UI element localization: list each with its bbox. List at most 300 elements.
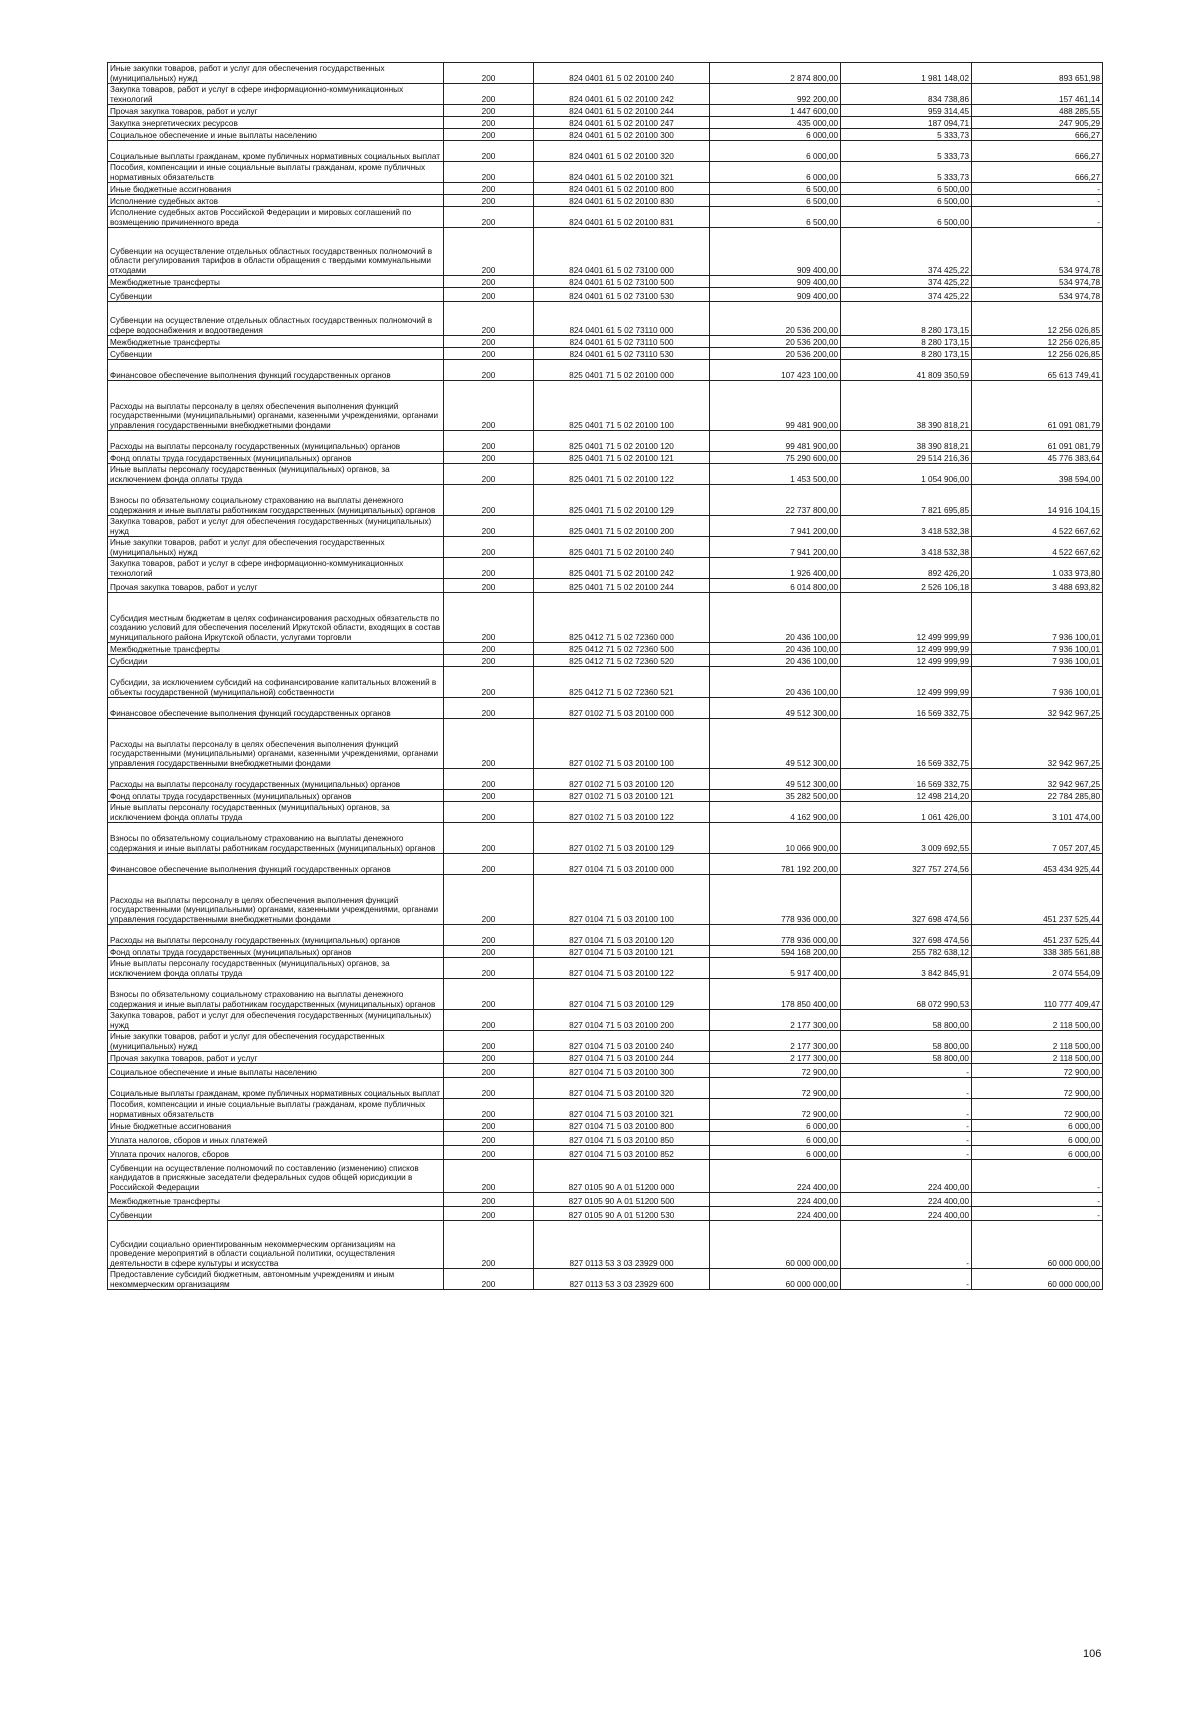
expense-name-cell: Иные бюджетные ассигнования: [108, 1120, 444, 1132]
line-code-cell: 200: [444, 141, 534, 162]
executed-amount-cell: -: [841, 1078, 972, 1099]
budget-classification-code-cell: 827 0104 71 5 03 20100 300: [534, 1064, 710, 1078]
executed-amount-cell: -: [841, 1221, 972, 1269]
budget-classification-code-cell: 827 0104 71 5 03 20100 000: [534, 854, 710, 875]
approved-amount-cell: 35 282 500,00: [710, 790, 841, 802]
line-code-cell: 200: [444, 1193, 534, 1207]
executed-amount-cell: 1 061 426,00: [841, 802, 972, 823]
approved-amount-cell: 6 000,00: [710, 162, 841, 183]
unexecuted-amount-cell: 6 000,00: [972, 1146, 1103, 1160]
line-code-cell: 200: [444, 1269, 534, 1290]
budget-classification-code-cell: 827 0105 90 А 01 51200 000: [534, 1160, 710, 1193]
budget-classification-code-cell: 824 0401 61 5 02 73110 530: [534, 348, 710, 360]
line-code-cell: 200: [444, 698, 534, 719]
table-row: [108, 485, 1103, 516]
unexecuted-amount-cell: 451 237 525,44: [972, 925, 1103, 946]
executed-amount-cell: 6 500,00: [841, 183, 972, 195]
approved-amount-cell: 7 941 200,00: [710, 516, 841, 537]
table-row: [108, 207, 1103, 228]
executed-amount-cell: -: [841, 1146, 972, 1160]
expense-name-cell: Межбюджетные трансферты: [108, 1193, 444, 1207]
table-row: [108, 698, 1103, 719]
approved-amount-cell: 20 436 100,00: [710, 655, 841, 667]
budget-classification-code-cell: 824 0401 61 5 02 20100 300: [534, 129, 710, 141]
line-code-cell: 200: [444, 516, 534, 537]
unexecuted-amount-cell: 3 101 474,00: [972, 802, 1103, 823]
budget-classification-code-cell: 824 0401 61 5 02 20100 830: [534, 195, 710, 207]
table-row: [108, 105, 1103, 117]
executed-amount-cell: 8 280 173,15: [841, 336, 972, 348]
expense-name-cell: Межбюджетные трансферты: [108, 276, 444, 288]
expense-name-cell: Расходы на выплаты персоналу в целях обеспечения выполнения функций государственными (муниципальными) органами, казенными учреждениями, органами управления государственными внебюджетными фондами: [108, 719, 444, 769]
approved-amount-cell: 6 000,00: [710, 1120, 841, 1132]
line-code-cell: 200: [444, 1099, 534, 1120]
line-code-cell: 200: [444, 558, 534, 579]
expense-name-cell: Исполнение судебных актов: [108, 195, 444, 207]
budget-classification-code-cell: 827 0104 71 5 03 20100 121: [534, 946, 710, 958]
line-code-cell: 200: [444, 117, 534, 129]
unexecuted-amount-cell: 1 033 973,80: [972, 558, 1103, 579]
unexecuted-amount-cell: 157 461,14: [972, 84, 1103, 105]
unexecuted-amount-cell: -: [972, 1160, 1103, 1193]
table-row: [108, 117, 1103, 129]
line-code-cell: 200: [444, 195, 534, 207]
approved-amount-cell: 224 400,00: [710, 1160, 841, 1193]
table-row: [108, 129, 1103, 141]
line-code-cell: 200: [444, 1207, 534, 1221]
budget-classification-code-cell: 824 0401 61 5 02 20100 320: [534, 141, 710, 162]
unexecuted-amount-cell: -: [972, 195, 1103, 207]
table-body: [108, 63, 1103, 1290]
executed-amount-cell: 12 499 999,99: [841, 593, 972, 643]
page-number: 106: [1083, 1648, 1102, 1660]
line-code-cell: 200: [444, 1010, 534, 1031]
unexecuted-amount-cell: 247 905,29: [972, 117, 1103, 129]
expense-name-cell: Социальное обеспечение и иные выплаты населению: [108, 129, 444, 141]
budget-classification-code-cell: 827 0102 71 5 03 20100 129: [534, 823, 710, 854]
unexecuted-amount-cell: 7 936 100,01: [972, 593, 1103, 643]
budget-classification-code-cell: 825 0401 71 5 02 20100 121: [534, 452, 710, 464]
executed-amount-cell: 68 072 990,53: [841, 979, 972, 1010]
expense-name-cell: Иные закупки товаров, работ и услуг для обеспечения государственных (муниципальных) нужд: [108, 63, 444, 84]
approved-amount-cell: 778 936 000,00: [710, 875, 841, 925]
budget-classification-code-cell: 827 0102 71 5 03 20100 000: [534, 698, 710, 719]
line-code-cell: 200: [444, 1031, 534, 1052]
unexecuted-amount-cell: 3 488 693,82: [972, 579, 1103, 593]
budget-classification-code-cell: 825 0401 71 5 02 20100 000: [534, 360, 710, 381]
table-row: [108, 1120, 1103, 1132]
expense-name-cell: Субсидии, за исключением субсидий на софинансирование капитальных вложений в объекты государственной (муниципальной) собственности: [108, 667, 444, 698]
expense-name-cell: Пособия, компенсации и иные социальные выплаты гражданам, кроме публичных нормативных обязательств: [108, 1099, 444, 1120]
executed-amount-cell: 12 499 999,99: [841, 667, 972, 698]
expense-name-cell: Расходы на выплаты персоналу государственных (муниципальных) органов: [108, 925, 444, 946]
line-code-cell: 200: [444, 790, 534, 802]
executed-amount-cell: 2 526 106,18: [841, 579, 972, 593]
approved-amount-cell: 992 200,00: [710, 84, 841, 105]
expense-name-cell: Фонд оплаты труда государственных (муниципальных) органов: [108, 452, 444, 464]
table-row: [108, 946, 1103, 958]
table-row: [108, 558, 1103, 579]
expense-name-cell: Расходы на выплаты персоналу в целях обеспечения выполнения функций государственными (муниципальными) органами, казенными учреждениями, органами управления государственными внебюджетными фондами: [108, 875, 444, 925]
line-code-cell: 200: [444, 823, 534, 854]
table-row: [108, 1193, 1103, 1207]
table-row: [108, 516, 1103, 537]
unexecuted-amount-cell: 2 118 500,00: [972, 1031, 1103, 1052]
approved-amount-cell: 22 737 800,00: [710, 485, 841, 516]
table-row: [108, 719, 1103, 769]
line-code-cell: 200: [444, 84, 534, 105]
table-row: [108, 823, 1103, 854]
unexecuted-amount-cell: 6 000,00: [972, 1120, 1103, 1132]
approved-amount-cell: 60 000 000,00: [710, 1269, 841, 1290]
expense-name-cell: Взносы по обязательному социальному страхованию на выплаты денежного содержания и иные выплаты работникам государственных (муниципальных) органов: [108, 485, 444, 516]
table-row: [108, 183, 1103, 195]
table-row: [108, 464, 1103, 485]
line-code-cell: 200: [444, 537, 534, 558]
line-code-cell: 200: [444, 1078, 534, 1099]
unexecuted-amount-cell: 32 942 967,25: [972, 698, 1103, 719]
table-row: [108, 802, 1103, 823]
unexecuted-amount-cell: 534 974,78: [972, 288, 1103, 302]
executed-amount-cell: 1 981 148,02: [841, 63, 972, 84]
unexecuted-amount-cell: 110 777 409,47: [972, 979, 1103, 1010]
expense-name-cell: Предоставление субсидий бюджетным, автономным учреждениям и иным некоммерческим организациям: [108, 1269, 444, 1290]
approved-amount-cell: 75 290 600,00: [710, 452, 841, 464]
unexecuted-amount-cell: -: [972, 1207, 1103, 1221]
table-row: [108, 1078, 1103, 1099]
executed-amount-cell: 374 425,22: [841, 288, 972, 302]
executed-amount-cell: 3 009 692,55: [841, 823, 972, 854]
line-code-cell: 200: [444, 1221, 534, 1269]
expense-name-cell: Взносы по обязательному социальному страхованию на выплаты денежного содержания и иные выплаты работникам государственных (муниципальных) органов: [108, 979, 444, 1010]
expense-name-cell: Иные выплаты персоналу государственных (муниципальных) органов, за исключением фонда оплаты труда: [108, 464, 444, 485]
budget-classification-code-cell: 827 0105 90 А 01 51200 500: [534, 1193, 710, 1207]
approved-amount-cell: 435 000,00: [710, 117, 841, 129]
table-row: [108, 1207, 1103, 1221]
table-row: [108, 579, 1103, 593]
approved-amount-cell: 6 500,00: [710, 183, 841, 195]
executed-amount-cell: 255 782 638,12: [841, 946, 972, 958]
table-row: [108, 1031, 1103, 1052]
budget-classification-code-cell: 827 0104 71 5 03 20100 850: [534, 1132, 710, 1146]
unexecuted-amount-cell: 7 057 207,45: [972, 823, 1103, 854]
executed-amount-cell: 327 698 474,56: [841, 925, 972, 946]
executed-amount-cell: 16 569 332,75: [841, 719, 972, 769]
line-code-cell: 200: [444, 579, 534, 593]
approved-amount-cell: 72 900,00: [710, 1078, 841, 1099]
expense-name-cell: Фонд оплаты труда государственных (муниципальных) органов: [108, 790, 444, 802]
expense-name-cell: Межбюджетные трансферты: [108, 336, 444, 348]
unexecuted-amount-cell: 45 776 383,64: [972, 452, 1103, 464]
expense-name-cell: Иные выплаты персоналу государственных (муниципальных) органов, за исключением фонда оплаты труда: [108, 958, 444, 979]
line-code-cell: 200: [444, 431, 534, 452]
line-code-cell: 200: [444, 655, 534, 667]
table-row: [108, 63, 1103, 84]
unexecuted-amount-cell: 2 074 554,09: [972, 958, 1103, 979]
budget-classification-code-cell: 824 0401 61 5 02 73110 000: [534, 302, 710, 336]
executed-amount-cell: 224 400,00: [841, 1193, 972, 1207]
unexecuted-amount-cell: 65 613 749,41: [972, 360, 1103, 381]
executed-amount-cell: 959 314,45: [841, 105, 972, 117]
unexecuted-amount-cell: 893 651,98: [972, 63, 1103, 84]
expense-name-cell: Прочая закупка товаров, работ и услуг: [108, 105, 444, 117]
expense-name-cell: Расходы на выплаты персоналу государственных (муниципальных) органов: [108, 769, 444, 790]
table-row: [108, 593, 1103, 643]
approved-amount-cell: 10 066 900,00: [710, 823, 841, 854]
expense-name-cell: Иные выплаты персоналу государственных (муниципальных) органов, за исключением фонда оплаты труда: [108, 802, 444, 823]
budget-classification-code-cell: 827 0104 71 5 03 20100 800: [534, 1120, 710, 1132]
budget-classification-code-cell: 825 0401 71 5 02 20100 244: [534, 579, 710, 593]
approved-amount-cell: 2 177 300,00: [710, 1031, 841, 1052]
line-code-cell: 200: [444, 925, 534, 946]
executed-amount-cell: 5 333,73: [841, 129, 972, 141]
approved-amount-cell: 781 192 200,00: [710, 854, 841, 875]
expense-name-cell: Закупка товаров, работ и услуг в сфере информационно-коммуникационных технологий: [108, 84, 444, 105]
executed-amount-cell: -: [841, 1132, 972, 1146]
line-code-cell: 200: [444, 228, 534, 276]
executed-amount-cell: 892 426,20: [841, 558, 972, 579]
executed-amount-cell: 16 569 332,75: [841, 769, 972, 790]
unexecuted-amount-cell: 32 942 967,25: [972, 719, 1103, 769]
line-code-cell: 200: [444, 129, 534, 141]
unexecuted-amount-cell: 534 974,78: [972, 228, 1103, 276]
line-code-cell: 200: [444, 946, 534, 958]
table-row: [108, 854, 1103, 875]
budget-classification-code-cell: 825 0412 71 5 02 72360 500: [534, 643, 710, 655]
executed-amount-cell: 16 569 332,75: [841, 698, 972, 719]
approved-amount-cell: 224 400,00: [710, 1207, 841, 1221]
executed-amount-cell: 41 809 350,59: [841, 360, 972, 381]
budget-classification-code-cell: 827 0102 71 5 03 20100 122: [534, 802, 710, 823]
line-code-cell: 200: [444, 63, 534, 84]
table-row: [108, 336, 1103, 348]
approved-amount-cell: 99 481 900,00: [710, 381, 841, 431]
approved-amount-cell: 20 436 100,00: [710, 643, 841, 655]
executed-amount-cell: -: [841, 1120, 972, 1132]
unexecuted-amount-cell: 12 256 026,85: [972, 348, 1103, 360]
budget-classification-code-cell: 827 0104 71 5 03 20100 244: [534, 1052, 710, 1064]
expense-name-cell: Иные закупки товаров, работ и услуг для обеспечения государственных (муниципальных) нужд: [108, 1031, 444, 1052]
budget-classification-code-cell: 824 0401 61 5 02 20100 247: [534, 117, 710, 129]
approved-amount-cell: 6 000,00: [710, 1146, 841, 1160]
line-code-cell: 200: [444, 979, 534, 1010]
expense-name-cell: Субвенции: [108, 288, 444, 302]
approved-amount-cell: 1 926 400,00: [710, 558, 841, 579]
unexecuted-amount-cell: 61 091 081,79: [972, 381, 1103, 431]
unexecuted-amount-cell: 488 285,55: [972, 105, 1103, 117]
unexecuted-amount-cell: 666,27: [972, 141, 1103, 162]
unexecuted-amount-cell: 2 118 500,00: [972, 1052, 1103, 1064]
budget-classification-code-cell: 827 0102 71 5 03 20100 120: [534, 769, 710, 790]
approved-amount-cell: 5 917 400,00: [710, 958, 841, 979]
budget-classification-code-cell: 827 0113 53 3 03 23929 600: [534, 1269, 710, 1290]
table-row: [108, 1269, 1103, 1290]
line-code-cell: 200: [444, 360, 534, 381]
executed-amount-cell: 12 499 999,99: [841, 655, 972, 667]
line-code-cell: 200: [444, 854, 534, 875]
table-row: [108, 537, 1103, 558]
budget-classification-code-cell: 824 0401 61 5 02 73100 500: [534, 276, 710, 288]
approved-amount-cell: 20 536 200,00: [710, 336, 841, 348]
executed-amount-cell: 6 500,00: [841, 195, 972, 207]
executed-amount-cell: 12 499 999,99: [841, 643, 972, 655]
unexecuted-amount-cell: 338 385 561,88: [972, 946, 1103, 958]
approved-amount-cell: 6 000,00: [710, 141, 841, 162]
executed-amount-cell: 58 800,00: [841, 1010, 972, 1031]
executed-amount-cell: 3 418 532,38: [841, 537, 972, 558]
executed-amount-cell: 38 390 818,21: [841, 431, 972, 452]
unexecuted-amount-cell: 72 900,00: [972, 1064, 1103, 1078]
budget-classification-code-cell: 824 0401 61 5 02 73110 500: [534, 336, 710, 348]
executed-amount-cell: 8 280 173,15: [841, 302, 972, 336]
budget-classification-code-cell: 825 0412 71 5 02 72360 521: [534, 667, 710, 698]
unexecuted-amount-cell: 453 434 925,44: [972, 854, 1103, 875]
unexecuted-amount-cell: 6 000,00: [972, 1132, 1103, 1146]
executed-amount-cell: 8 280 173,15: [841, 348, 972, 360]
approved-amount-cell: 99 481 900,00: [710, 431, 841, 452]
expense-name-cell: Субвенции на осуществление отдельных областных государственных полномочий в сфере водоснабжения и водоотведения: [108, 302, 444, 336]
unexecuted-amount-cell: 12 256 026,85: [972, 336, 1103, 348]
line-code-cell: 200: [444, 719, 534, 769]
expense-name-cell: Пособия, компенсации и иные социальные выплаты гражданам, кроме публичных нормативных обязательств: [108, 162, 444, 183]
approved-amount-cell: 7 941 200,00: [710, 537, 841, 558]
expense-name-cell: Закупка энергетических ресурсов: [108, 117, 444, 129]
approved-amount-cell: 6 500,00: [710, 207, 841, 228]
line-code-cell: 200: [444, 348, 534, 360]
unexecuted-amount-cell: 14 916 104,15: [972, 485, 1103, 516]
unexecuted-amount-cell: 22 784 285,80: [972, 790, 1103, 802]
unexecuted-amount-cell: -: [972, 1193, 1103, 1207]
expense-name-cell: Социальные выплаты гражданам, кроме публичных нормативных социальных выплат: [108, 141, 444, 162]
executed-amount-cell: 7 821 695,85: [841, 485, 972, 516]
line-code-cell: 200: [444, 288, 534, 302]
executed-amount-cell: 374 425,22: [841, 276, 972, 288]
expense-name-cell: Прочая закупка товаров, работ и услуг: [108, 1052, 444, 1064]
table-row: [108, 925, 1103, 946]
executed-amount-cell: 5 333,73: [841, 162, 972, 183]
budget-classification-code-cell: 824 0401 61 5 02 20100 242: [534, 84, 710, 105]
budget-classification-code-cell: 825 0412 71 5 02 72360 520: [534, 655, 710, 667]
line-code-cell: 200: [444, 802, 534, 823]
budget-classification-code-cell: 827 0104 71 5 03 20100 122: [534, 958, 710, 979]
budget-classification-code-cell: 827 0105 90 А 01 51200 530: [534, 1207, 710, 1221]
approved-amount-cell: 909 400,00: [710, 276, 841, 288]
approved-amount-cell: 49 512 300,00: [710, 769, 841, 790]
expense-name-cell: Закупка товаров, работ и услуг для обеспечения государственных (муниципальных) нужд: [108, 516, 444, 537]
table-row: [108, 302, 1103, 336]
executed-amount-cell: -: [841, 1099, 972, 1120]
expense-name-cell: Финансовое обеспечение выполнения функций государственных органов: [108, 698, 444, 719]
budget-classification-code-cell: 827 0104 71 5 03 20100 129: [534, 979, 710, 1010]
expense-name-cell: Исполнение судебных актов Российской Федерации и мировых соглашений по возмещению причиненного вреда: [108, 207, 444, 228]
line-code-cell: 200: [444, 875, 534, 925]
budget-classification-code-cell: 825 0401 71 5 02 20100 129: [534, 485, 710, 516]
unexecuted-amount-cell: 666,27: [972, 162, 1103, 183]
table-row: [108, 288, 1103, 302]
executed-amount-cell: 5 333,73: [841, 141, 972, 162]
table-row: [108, 643, 1103, 655]
approved-amount-cell: 594 168 200,00: [710, 946, 841, 958]
line-code-cell: 200: [444, 667, 534, 698]
table-row: [108, 195, 1103, 207]
budget-classification-code-cell: 825 0401 71 5 02 20100 200: [534, 516, 710, 537]
table-row: [108, 431, 1103, 452]
approved-amount-cell: 49 512 300,00: [710, 698, 841, 719]
expense-name-cell: Иные закупки товаров, работ и услуг для обеспечения государственных (муниципальных) нужд: [108, 537, 444, 558]
executed-amount-cell: 3 842 845,91: [841, 958, 972, 979]
table-row: [108, 875, 1103, 925]
line-code-cell: 200: [444, 464, 534, 485]
budget-classification-code-cell: 827 0104 71 5 03 20100 320: [534, 1078, 710, 1099]
budget-classification-code-cell: 825 0401 71 5 02 20100 240: [534, 537, 710, 558]
executed-amount-cell: 224 400,00: [841, 1160, 972, 1193]
approved-amount-cell: 178 850 400,00: [710, 979, 841, 1010]
line-code-cell: 200: [444, 643, 534, 655]
unexecuted-amount-cell: -: [972, 183, 1103, 195]
budget-classification-code-cell: 827 0104 71 5 03 20100 321: [534, 1099, 710, 1120]
expense-name-cell: Субсидии: [108, 655, 444, 667]
budget-classification-code-cell: 825 0401 71 5 02 20100 122: [534, 464, 710, 485]
table-row: [108, 979, 1103, 1010]
table-row: [108, 1052, 1103, 1064]
executed-amount-cell: 58 800,00: [841, 1052, 972, 1064]
table-row: [108, 1064, 1103, 1078]
expense-name-cell: Субсидия местным бюджетам в целях софинансирования расходных обязательств по созданию условий для обеспечения поселений Иркутской области, входящих в состав муниципального района Иркутской области, услугами торговли: [108, 593, 444, 643]
line-code-cell: 200: [444, 276, 534, 288]
budget-classification-code-cell: 825 0401 71 5 02 20100 120: [534, 431, 710, 452]
expense-name-cell: Расходы на выплаты персоналу в целях обеспечения выполнения функций государственными (муниципальными) органами, казенными учреждениями, органами управления государственными внебюджетными фондами: [108, 381, 444, 431]
expense-name-cell: Субсидии социально ориентированным некоммерческим организациям на проведение мероприятий в области социальной политики, осуществления деятельности в сфере культуры и искусства: [108, 1221, 444, 1269]
unexecuted-amount-cell: 2 118 500,00: [972, 1010, 1103, 1031]
expense-name-cell: Закупка товаров, работ и услуг для обеспечения государственных (муниципальных) нужд: [108, 1010, 444, 1031]
executed-amount-cell: 1 054 906,00: [841, 464, 972, 485]
budget-classification-code-cell: 824 0401 61 5 02 73100 000: [534, 228, 710, 276]
budget-classification-code-cell: 824 0401 61 5 02 20100 831: [534, 207, 710, 228]
approved-amount-cell: 4 162 900,00: [710, 802, 841, 823]
line-code-cell: 200: [444, 485, 534, 516]
table-row: [108, 1221, 1103, 1269]
expense-name-cell: Фонд оплаты труда государственных (муниципальных) органов: [108, 946, 444, 958]
approved-amount-cell: 20 436 100,00: [710, 667, 841, 698]
table-row: [108, 381, 1103, 431]
table-row: [108, 1146, 1103, 1160]
approved-amount-cell: 2 177 300,00: [710, 1052, 841, 1064]
expense-name-cell: Уплата налогов, сборов и иных платежей: [108, 1132, 444, 1146]
expense-name-cell: Уплата прочих налогов, сборов: [108, 1146, 444, 1160]
line-code-cell: 200: [444, 1160, 534, 1193]
executed-amount-cell: 6 500,00: [841, 207, 972, 228]
unexecuted-amount-cell: 534 974,78: [972, 276, 1103, 288]
unexecuted-amount-cell: 60 000 000,00: [972, 1221, 1103, 1269]
expense-name-cell: Субвенции: [108, 348, 444, 360]
line-code-cell: 200: [444, 1146, 534, 1160]
approved-amount-cell: 72 900,00: [710, 1064, 841, 1078]
approved-amount-cell: 6 500,00: [710, 195, 841, 207]
expense-name-cell: Субвенции на осуществление полномочий по составлению (изменению) списков кандидатов в присяжные заседатели федеральных судов общей юрисдикции в Российской Федерации: [108, 1160, 444, 1193]
budget-classification-code-cell: 824 0401 61 5 02 20100 244: [534, 105, 710, 117]
approved-amount-cell: 60 000 000,00: [710, 1221, 841, 1269]
budget-classification-code-cell: 825 0401 71 5 02 20100 100: [534, 381, 710, 431]
unexecuted-amount-cell: 451 237 525,44: [972, 875, 1103, 925]
table-row: [108, 769, 1103, 790]
expense-name-cell: Финансовое обеспечение выполнения функций государственных органов: [108, 360, 444, 381]
table-row: [108, 1010, 1103, 1031]
line-code-cell: 200: [444, 452, 534, 464]
expense-name-cell: Социальное обеспечение и иные выплаты населению: [108, 1064, 444, 1078]
approved-amount-cell: 2 177 300,00: [710, 1010, 841, 1031]
unexecuted-amount-cell: 7 936 100,01: [972, 643, 1103, 655]
approved-amount-cell: 6 000,00: [710, 1132, 841, 1146]
